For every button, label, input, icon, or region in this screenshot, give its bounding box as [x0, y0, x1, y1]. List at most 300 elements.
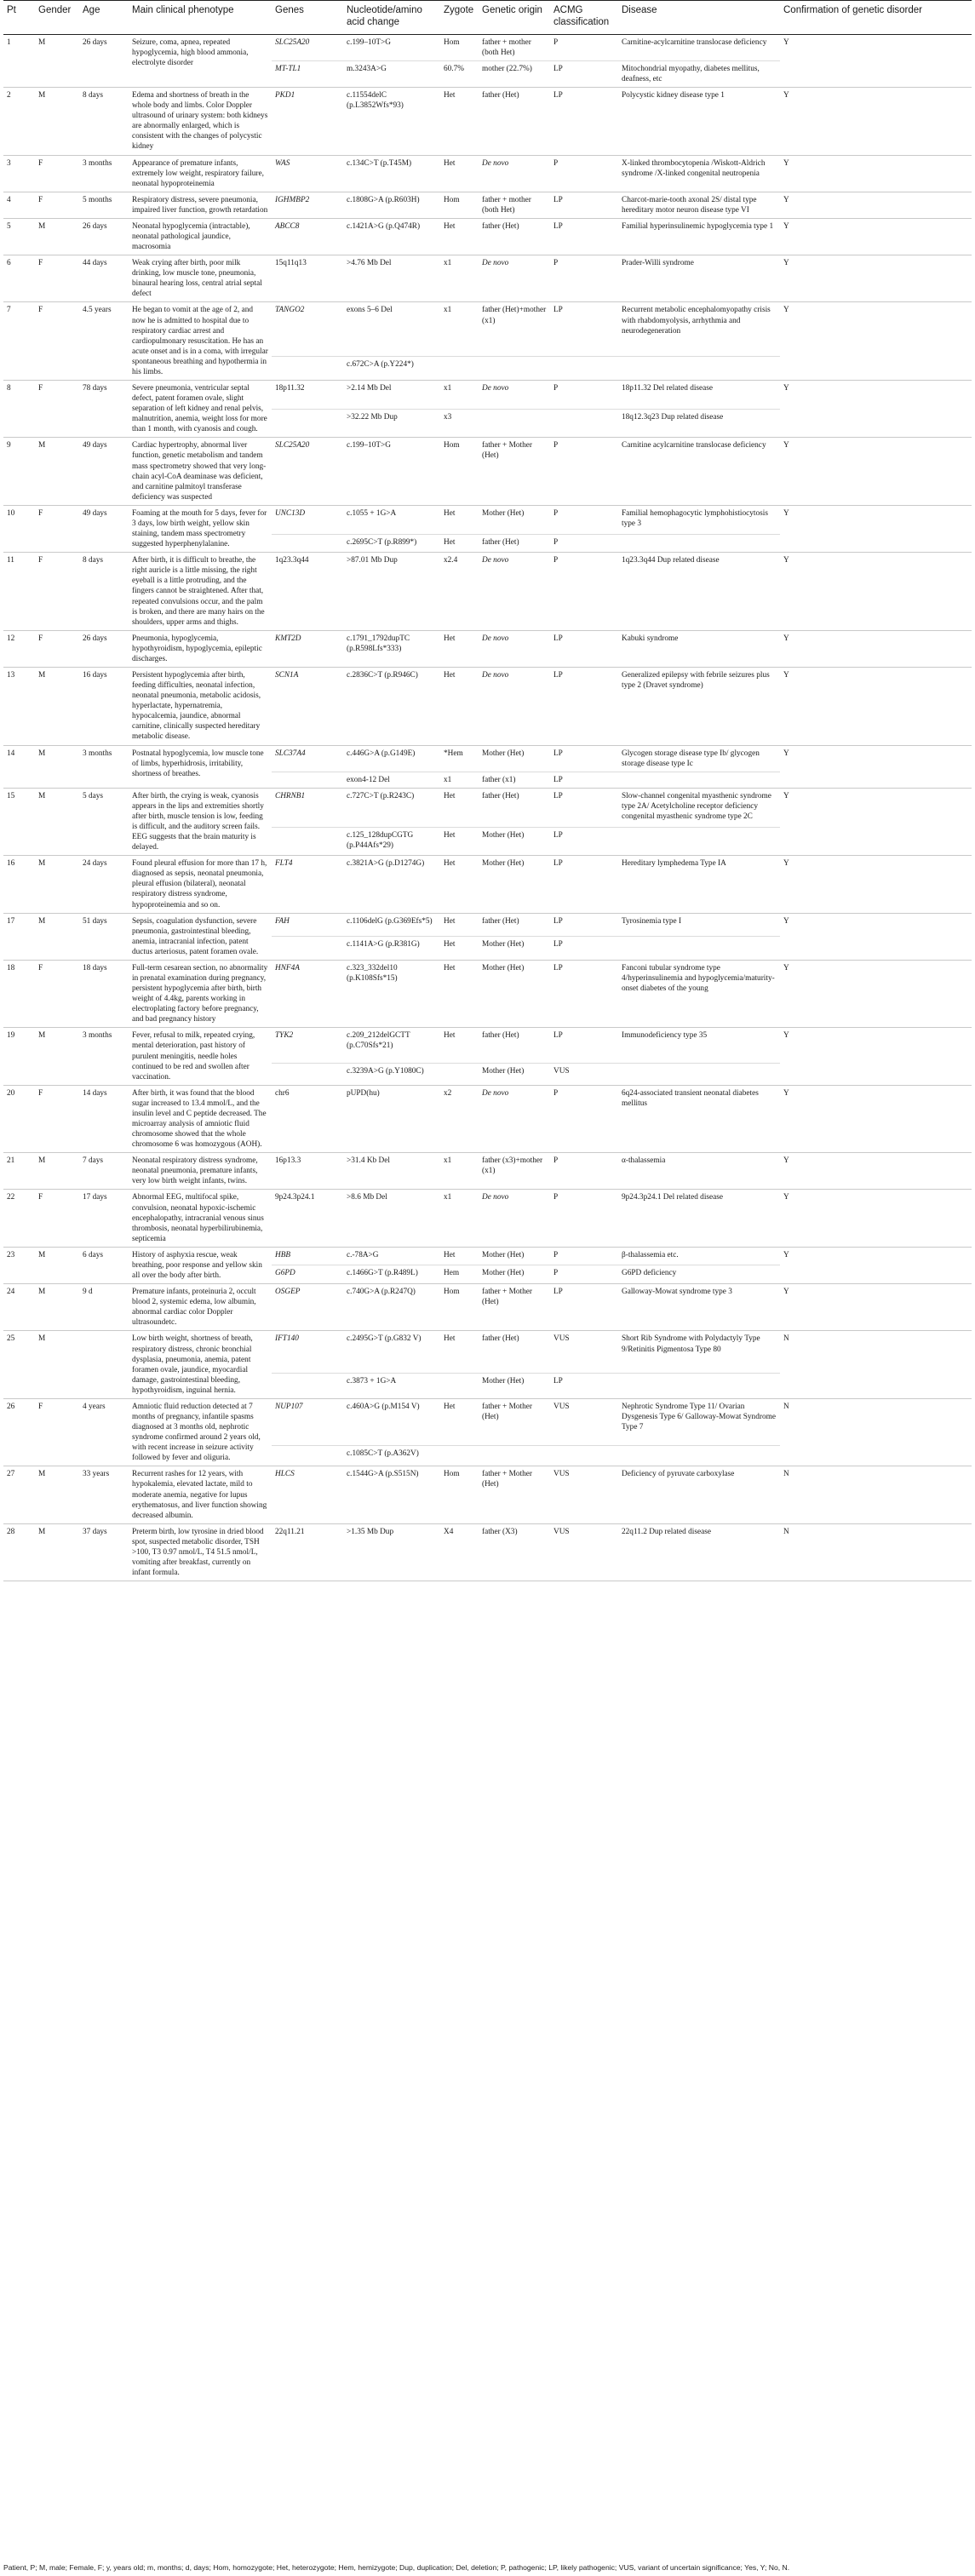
- cell-acmg: P: [550, 1085, 618, 1152]
- cell-phenotype: Found pleural effusion for more than 17 h, diagnosed as sepsis, neonatal pneumonia, pleural effusion (bilateral), neonatal respiratory distress syndrome, hypoproteinemia and so on.: [129, 856, 272, 913]
- cell-change: m.3243A>G: [343, 60, 440, 87]
- cell-origin: Mother (Het): [479, 827, 550, 855]
- cell-gender: M: [35, 1284, 79, 1331]
- cell-zygote: 60.7%: [440, 60, 479, 87]
- cell-acmg: P: [553, 37, 559, 47]
- cell-change: c.199–10T>G: [347, 37, 391, 47]
- cell-age: 37 days: [79, 1523, 129, 1581]
- cell-change: c.740G>A (p.R247Q): [343, 1284, 440, 1331]
- cell-gene: OSGEP: [272, 1284, 343, 1331]
- header-confirm: Confirmation of genetic disorder: [780, 1, 972, 35]
- cell-gene: TANGO2: [275, 306, 305, 315]
- cell-acmg: P: [550, 1153, 618, 1190]
- cell-phenotype: Neonatal hypoglycemia (intractable), neonatal pathological jaundice, macrosomia: [129, 218, 272, 255]
- cell-disease: [618, 1064, 780, 1086]
- cell-change: pUPD(hu): [343, 1085, 440, 1152]
- cell-change: c.209_212delGCTT (p.C70Sfs*21): [347, 1031, 410, 1051]
- cell-gene: CHRNB1: [275, 791, 306, 800]
- cell-confirm: Y: [780, 1153, 972, 1190]
- cell-phenotype: Respiratory distress, severe pneumonia, impaired liver function, growth retardation: [129, 192, 272, 218]
- table-row: [3, 630, 972, 667]
- cell-change: >2.14 Mb Del: [347, 384, 392, 393]
- cell-pt: 5: [3, 218, 35, 255]
- cell-gene: 15q11q13: [272, 255, 343, 302]
- cell-acmg: P: [553, 508, 559, 518]
- cell-acmg: LP: [550, 192, 618, 218]
- cell-disease: 18q12.3q23 Dup related disease: [618, 409, 780, 438]
- cell-pt: 28: [3, 1523, 35, 1581]
- table-row: [3, 34, 972, 60]
- cell-zygote: Het: [444, 1402, 456, 1411]
- cell-gene: [272, 772, 343, 788]
- header-acmg: ACMG classification: [550, 1, 618, 35]
- cell-age: 5 days: [79, 788, 129, 855]
- cell-gender: F: [35, 302, 79, 381]
- cell-pt: 14: [3, 745, 35, 788]
- cell-phenotype: Persistent hypoglycemia after birth, feeding difficulties, neonatal infection, neonatal pneumonia, metabolic acidosis, hyperlactate, hypernatremia, hypocalcemia, jaundice, abnormal carnitine, clinically suspected hereditary metabolic disease.: [129, 667, 272, 745]
- cell-acmg: P: [550, 1265, 618, 1284]
- cell-origin: [479, 409, 550, 438]
- cell-age: 44 days: [79, 255, 129, 302]
- cell-confirm: Y: [780, 302, 972, 381]
- cell-acmg: LP: [550, 772, 618, 788]
- cell-origin: father + mother (both Het): [479, 192, 550, 218]
- cell-disease: Mitochondrial myopathy, diabetes mellitus, deafness, etc: [618, 60, 780, 87]
- cell-disease: Carnitine-acylcarnitine translocase deficiency: [622, 37, 767, 47]
- cell-disease: β-thalassemia etc.: [622, 1250, 679, 1259]
- cell-disease: [618, 937, 780, 961]
- cell-zygote: Het: [440, 88, 479, 155]
- cell-confirm: N: [780, 1331, 972, 1398]
- header-zygote: Zygote: [440, 1, 479, 35]
- table-row: [3, 788, 972, 827]
- cell-confirm: Y: [780, 856, 972, 913]
- cell-pt: 2: [3, 88, 35, 155]
- cell-acmg: P: [553, 384, 559, 393]
- cell-pt: 12: [3, 630, 35, 667]
- cell-zygote: Hom: [440, 1466, 479, 1523]
- cell-disease: Polycystic kidney disease type 1: [618, 88, 780, 155]
- cell-acmg: P: [550, 535, 618, 553]
- cell-age: 7 days: [79, 1153, 129, 1190]
- cell-zygote: Hom: [444, 37, 460, 47]
- cell-zygote: Hom: [440, 1284, 479, 1331]
- cell-age: 16 days: [79, 667, 129, 745]
- cell-gene: [272, 1373, 343, 1398]
- cell-phenotype: Sepsis, coagulation dysfunction, severe pneumonia, gastrointestinal bleeding, anemia, intracranial infection, patent ductus arteriosus, patent foramen ovale.: [129, 913, 272, 960]
- cell-acmg: LP: [550, 960, 618, 1027]
- cell-pt: 15: [3, 788, 35, 855]
- cell-disease: [618, 1373, 780, 1398]
- cell-origin: father + Mother (Het): [482, 1402, 532, 1421]
- table-row: [3, 1523, 972, 1581]
- cell-confirm: Y: [780, 1190, 972, 1247]
- cell-pt: 27: [3, 1466, 35, 1523]
- cell-disease: 1q23.3q44 Dup related disease: [618, 553, 780, 631]
- table-row: [3, 1153, 972, 1190]
- cell-acmg: LP: [550, 218, 618, 255]
- cell-gender: M: [35, 745, 79, 788]
- cell-change: c.1544G>A (p.S515N): [343, 1466, 440, 1523]
- cell-phenotype: Abnormal EEG, multifocal spike, convulsion, neonatal hypoxic-ischemic encephalopathy, intracranial venous sinus thrombosis, neonatal hyperbilirubinemia, septicemia: [129, 1190, 272, 1247]
- cell-gender: F: [35, 1398, 79, 1466]
- cell-disease: X-linked thrombocytopenia /Wiskott-Aldrich syndrome /X-linked congenital neutropenia: [618, 155, 780, 192]
- table-row: [3, 667, 972, 745]
- cell-pt: 17: [3, 913, 35, 960]
- cell-zygote: Het: [444, 508, 456, 518]
- cell-disease: Familial hemophagocytic lymphohistiocytosis type 3: [622, 508, 768, 528]
- cell-gender: M: [35, 913, 79, 960]
- cell-gene: SLC37A4: [275, 749, 306, 758]
- cell-age: 26 days: [79, 218, 129, 255]
- cell-acmg: LP: [550, 1373, 618, 1398]
- cell-change: c.446G>A (p.G149E): [347, 749, 416, 758]
- cell-zygote: X4: [440, 1523, 479, 1581]
- header-genes: Genes: [272, 1, 343, 35]
- cell-zygote: [440, 1064, 479, 1086]
- table-row: [3, 1284, 972, 1331]
- cell-change: >8.6 Mb Del: [343, 1190, 440, 1247]
- cell-confirm: N: [780, 1466, 972, 1523]
- cell-disease: 9p24.3p24.1 Del related disease: [618, 1190, 780, 1247]
- cell-confirm: Y: [780, 745, 972, 788]
- cell-disease: 18p11.32 Del related disease: [622, 384, 714, 393]
- cell-change: c.460A>G (p.M154 V): [347, 1402, 420, 1411]
- cell-change: c.2836C>T (p.R946C): [343, 667, 440, 745]
- cell-origin: Mother (Het): [479, 937, 550, 961]
- cell-confirm: Y: [780, 1085, 972, 1152]
- cell-acmg: P: [550, 1190, 618, 1247]
- cell-gene: KMT2D: [272, 630, 343, 667]
- cell-change: c.3239A>G (p.Y1080C): [343, 1064, 440, 1086]
- cell-origin: Mother (Het): [482, 508, 525, 518]
- table-row: [3, 1466, 972, 1523]
- cell-change: c.2495G>T (p.G832 V): [347, 1334, 422, 1344]
- cell-pt: 1: [3, 34, 35, 87]
- cell-zygote: [440, 356, 479, 380]
- cell-disease: [618, 772, 780, 788]
- cell-change: >87.01 Mb Dup: [343, 553, 440, 631]
- cell-age: 5 months: [79, 192, 129, 218]
- cell-gene: SLC25A20: [275, 37, 310, 47]
- cell-age: 8 days: [79, 88, 129, 155]
- cell-disease: Immunodeficiency type 35: [622, 1031, 708, 1041]
- cell-confirm: Y: [780, 630, 972, 667]
- cell-origin: Mother (Het): [479, 1265, 550, 1284]
- cell-gene: NUP107: [275, 1402, 303, 1411]
- cell-origin: [479, 1446, 550, 1466]
- cell-zygote: Het: [440, 937, 479, 961]
- cell-confirm: Y: [780, 34, 972, 87]
- cell-confirm: Y: [780, 553, 972, 631]
- cell-change: c.1085C>T (p.A362V): [343, 1446, 440, 1466]
- cell-origin: Mother (Het): [479, 856, 550, 913]
- cell-age: 14 days: [79, 1085, 129, 1152]
- cell-age: 17 days: [79, 1190, 129, 1247]
- cell-gender: M: [35, 1153, 79, 1190]
- table-row: [3, 1398, 972, 1445]
- cell-confirm: Y: [780, 788, 972, 855]
- cell-gender: F: [35, 192, 79, 218]
- cell-gene: WAS: [272, 155, 343, 192]
- cell-acmg: LP: [553, 1031, 563, 1041]
- cell-zygote: Het: [444, 791, 456, 800]
- cell-zygote: x1: [440, 255, 479, 302]
- table-row: [3, 505, 972, 534]
- cell-change: c.1421A>G (p.Q474R): [343, 218, 440, 255]
- cell-zygote: *Hem: [444, 749, 463, 758]
- cell-confirm: Y: [780, 192, 972, 218]
- cell-confirm: Y: [780, 960, 972, 1027]
- table-row: [3, 438, 972, 505]
- cell-zygote: x2.4: [440, 553, 479, 631]
- cell-phenotype: Appearance of premature infants, extremely low weight, respiratory failure, neonatal hypoproteinemia: [129, 155, 272, 192]
- cell-acmg: [550, 1446, 618, 1466]
- cell-pt: 20: [3, 1085, 35, 1152]
- cell-gender: F: [35, 255, 79, 302]
- cell-disease: Carnitine acylcarnitine translocase deficiency: [618, 438, 780, 505]
- cell-zygote: Het: [444, 1250, 456, 1259]
- cell-origin: Mother (Het): [482, 749, 525, 758]
- cell-age: 24 days: [79, 856, 129, 913]
- cell-pt: 16: [3, 856, 35, 913]
- cell-confirm: Y: [780, 505, 972, 552]
- cell-zygote: Het: [440, 218, 479, 255]
- cell-gender: M: [35, 34, 79, 87]
- cell-gender: M: [35, 218, 79, 255]
- header-pt: Pt: [3, 1, 35, 35]
- cell-gene: UNC13D: [275, 508, 306, 518]
- cell-disease: Fanconi tubular syndrome type 4/hyperinsulinemia and hypoglycemia/maturity-onset diabetes of the young: [618, 960, 780, 1027]
- cell-change: >1.35 Mb Dup: [343, 1523, 440, 1581]
- cell-gene: 9p24.3p24.1: [272, 1190, 343, 1247]
- cell-gene: SCN1A: [272, 667, 343, 745]
- cell-pt: 6: [3, 255, 35, 302]
- cell-zygote: Het: [444, 916, 456, 926]
- header-phenotype: Main clinical phenotype: [129, 1, 272, 35]
- cell-pt: 8: [3, 381, 35, 438]
- cell-gender: M: [35, 1028, 79, 1085]
- cell-zygote: x1: [444, 384, 452, 393]
- cell-age: [79, 1331, 129, 1398]
- cell-gender: M: [35, 88, 79, 155]
- cell-gene: ABCC8: [272, 218, 343, 255]
- cell-origin: father (Het): [482, 791, 519, 800]
- cell-origin: father (Het): [479, 218, 550, 255]
- cell-disease: [618, 356, 780, 380]
- cell-change: c.1466G>T (p.R489L): [343, 1265, 440, 1284]
- cell-acmg: LP: [550, 88, 618, 155]
- cell-change: c.1791_1792dupTC (p.R598Lfs*333): [343, 630, 440, 667]
- cell-zygote: x1: [444, 306, 452, 315]
- cell-acmg: LP: [550, 827, 618, 855]
- cell-zygote: Het: [440, 960, 479, 1027]
- cell-origin: Mother (Het): [479, 1373, 550, 1398]
- cell-change: c.-78A>G: [347, 1250, 379, 1259]
- cell-phenotype: Cardiac hypertrophy, abnormal liver function, genetic metabolism and tandem mass spectrometry showed that very long-chain acyl-CoA deaminase was deficient, and carnitine palmitoyl transferase deficiency was suspected: [129, 438, 272, 505]
- cell-disease: Prader-Willi syndrome: [618, 255, 780, 302]
- cell-origin: father (Het): [479, 535, 550, 553]
- cell-gene: HNF4A: [272, 960, 343, 1027]
- cell-disease: Tyrosinemia type I: [622, 916, 682, 926]
- cell-phenotype: Premature infants, proteinuria 2, occult blood 2, systemic edema, low albumin, abnormal cardiac color Doppler ultrasoundetc.: [129, 1284, 272, 1331]
- cell-change: exon4-12 Del: [343, 772, 440, 788]
- cell-zygote: x1: [440, 772, 479, 788]
- cell-phenotype: Low birth weight, shortness of breath, respiratory distress, chronic bronchial dysplasia, pneumonia, anemia, patent foramen ovale, jaundice, myocardial damage, gastrointestinal bleeding, hypothyroidism, inguinal hernia.: [129, 1331, 272, 1398]
- cell-age: 49 days: [79, 505, 129, 552]
- table-row: [3, 302, 972, 357]
- cell-disease: Charcot-marie-tooth axonal 2S/ distal type hereditary motor neuron disease type VI: [618, 192, 780, 218]
- cell-phenotype: After birth, it is difficult to breathe, the right auricle is a little missing, the right eyeball is a little protruding, and the fingers cannot be straightened. After that, repeated convulsions occur, and the palm is broken, and there are many hairs on the shoulders, upper arms and thighs.: [129, 553, 272, 631]
- cell-disease: [618, 535, 780, 553]
- cell-phenotype: Full-term cesarean section, no abnormality in prenatal examination during pregnancy, persistent hypoglycemia after birth, birth weight of 4.4kg, parents working in electroplating factory before pregnancy, and bad pregnancy history: [129, 960, 272, 1027]
- table-row: [3, 1085, 972, 1152]
- cell-disease: Kabuki syndrome: [618, 630, 780, 667]
- cell-gender: F: [35, 505, 79, 552]
- cell-confirm: Y: [780, 438, 972, 505]
- cell-acmg: P: [550, 155, 618, 192]
- cell-disease: Slow-channel congenital myasthenic syndrome type 2A/ Acetylcholine receptor deficiency congenital myasthenic syndrome type 2C: [622, 791, 771, 821]
- cell-disease: Generalized epilepsy with febrile seizures plus type 2 (Dravet syndrome): [618, 667, 780, 745]
- cell-gene: MT-TL1: [272, 60, 343, 87]
- header-disease: Disease: [618, 1, 780, 35]
- cell-age: 9 d: [79, 1284, 129, 1331]
- cell-acmg: [550, 356, 618, 380]
- cell-confirm: Y: [780, 1284, 972, 1331]
- cell-disease: Familial hyperinsulinemic hypoglycemia type 1: [618, 218, 780, 255]
- cell-gene: TYK2: [275, 1031, 294, 1041]
- cell-zygote: Het: [440, 667, 479, 745]
- cell-origin: De novo: [482, 384, 509, 393]
- header-change: Nucleotide/amino acid change: [343, 1, 440, 35]
- table-row: [3, 381, 972, 410]
- cell-acmg: LP: [550, 1284, 618, 1331]
- cell-gene: 22q11.21: [272, 1523, 343, 1581]
- cell-pt: 23: [3, 1247, 35, 1283]
- cell-gene: 1q23.3q44: [272, 553, 343, 631]
- cell-gene: [272, 535, 343, 553]
- cell-disease: G6PD deficiency: [618, 1265, 780, 1284]
- cell-pt: 4: [3, 192, 35, 218]
- cell-confirm: Y: [780, 913, 972, 960]
- cell-zygote: Het: [440, 535, 479, 553]
- cell-confirm: N: [780, 1523, 972, 1581]
- cell-phenotype: Amniotic fluid reduction detected at 7 months of pregnancy, infantile spasms diagnosed at 3 months old, nephrotic syndrome confirmed around 2 years old, with recent increase in seizure activity followed by fever and oliguria.: [129, 1398, 272, 1466]
- cell-phenotype: Preterm birth, low tyrosine in dried blood spot, suspected metabolic disorder, TSH >100, T3 0.97 nmol/L, T4 51.5 nmol/L, vomiting after breakfast, currently on infant formula.: [129, 1523, 272, 1581]
- cell-zygote: Het: [444, 1031, 456, 1041]
- cell-acmg: VUS: [553, 1334, 570, 1344]
- cell-age: 3 months: [79, 1028, 129, 1085]
- cell-confirm: N: [780, 1398, 972, 1466]
- cell-age: 4.5 years: [79, 302, 129, 381]
- cell-origin: father (Het): [482, 1031, 519, 1041]
- cell-change: c.3873 + 1G>A: [343, 1373, 440, 1398]
- cell-zygote: Hom: [440, 438, 479, 505]
- cell-age: 49 days: [79, 438, 129, 505]
- cell-origin: Mother (Het): [482, 1250, 525, 1259]
- table-row: [3, 1028, 972, 1064]
- cell-disease: 22q11.2 Dup related disease: [618, 1523, 780, 1581]
- cell-gene: IFT140: [275, 1334, 299, 1344]
- cell-zygote: x1: [440, 1153, 479, 1190]
- cell-acmg: P: [550, 553, 618, 631]
- cell-phenotype: Postnatal hypoglycemia, low muscle tone of limbs, hyperhidrosis, irritability, shortness of breathes.: [129, 745, 272, 788]
- genetic-findings-table: [3, 0, 972, 1581]
- cell-phenotype: Seizure, coma, apnea, repeated hypoglycemia, high blood ammonia, electrolyte disorder: [129, 34, 272, 87]
- cell-zygote: Het: [444, 1334, 456, 1344]
- cell-zygote: Hem: [440, 1265, 479, 1284]
- cell-zygote: Hom: [440, 192, 479, 218]
- table-row: [3, 88, 972, 155]
- cell-gender: M: [35, 1331, 79, 1398]
- cell-change: c.3821A>G (p.D1274G): [343, 856, 440, 913]
- table-row: [3, 745, 972, 772]
- cell-acmg: VUS: [550, 1064, 618, 1086]
- cell-change: c.1106delG (p.G369Efs*5): [347, 916, 433, 926]
- cell-acmg: LP: [553, 791, 563, 800]
- table-row: [3, 1190, 972, 1247]
- cell-gender: M: [35, 438, 79, 505]
- cell-origin: father + Mother (Het): [479, 438, 550, 505]
- cell-disease: α-thalassemia: [618, 1153, 780, 1190]
- cell-gender: F: [35, 553, 79, 631]
- cell-origin: De novo: [479, 667, 550, 745]
- cell-change: >31.4 Kb Del: [343, 1153, 440, 1190]
- cell-acmg: LP: [550, 856, 618, 913]
- table-header-row: [3, 1, 972, 35]
- cell-phenotype: Foaming at the mouth for 5 days, fever for 3 days, low birth weight, yellow skin staining, tandem mass spectrometry suggested hyperphenylalanine.: [129, 505, 272, 552]
- cell-origin: De novo: [479, 553, 550, 631]
- cell-gene: [272, 937, 343, 961]
- cell-pt: 24: [3, 1284, 35, 1331]
- cell-disease: Galloway-Mowat syndrome type 3: [618, 1284, 780, 1331]
- cell-origin: De novo: [479, 255, 550, 302]
- cell-change: c.1141A>G (p.R381G): [343, 937, 440, 961]
- cell-origin: Mother (Het): [479, 1064, 550, 1086]
- cell-phenotype: Pneumonia, hypoglycemia, hypothyroidism, hypoglycemia, epileptic discharges.: [129, 630, 272, 667]
- cell-confirm: Y: [780, 1247, 972, 1283]
- cell-age: 3 months: [79, 155, 129, 192]
- cell-phenotype: Fever, refusal to milk, repeated crying, mental deterioration, past history of purulent meningitis, needle holes continued to be red and swollen after vaccination.: [129, 1028, 272, 1085]
- cell-phenotype: After birth, it was found that the blood sugar increased to 13.4 mmol/L, and the insulin level and C peptide decreased. The microarray analysis of amniotic fluid chromosome showed that the whole chromosome 6 was homozygous (AOH).: [129, 1085, 272, 1152]
- cell-pt: 19: [3, 1028, 35, 1085]
- cell-pt: 18: [3, 960, 35, 1027]
- cell-age: 26 days: [79, 34, 129, 87]
- cell-phenotype: He began to vomit at the age of 2, and now he is admitted to hospital due to respiratory cardiac arrest and cardiopulmonary resuscitation. He has an acute onset and is in a coma, with irregular spontaneous breathing and hypothermia in his limbs.: [129, 302, 272, 381]
- cell-gene: FAH: [275, 916, 290, 926]
- cell-pt: 21: [3, 1153, 35, 1190]
- cell-phenotype: History of asphyxia rescue, weak breathing, poor response and yellow skin all over the body after birth.: [129, 1247, 272, 1283]
- cell-pt: 11: [3, 553, 35, 631]
- cell-gene: SLC25A20: [272, 438, 343, 505]
- cell-change: c.672C>A (p.Y224*): [343, 356, 440, 380]
- cell-origin: father (Het)+mother (x1): [482, 306, 547, 325]
- cell-origin: father (x3)+mother (x1): [479, 1153, 550, 1190]
- table-row: [3, 913, 972, 937]
- cell-gene: FLT4: [272, 856, 343, 913]
- cell-origin: De novo: [479, 155, 550, 192]
- cell-zygote: x1: [440, 1190, 479, 1247]
- cell-change: exons 5–6 Del: [347, 306, 393, 315]
- cell-age: 8 days: [79, 553, 129, 631]
- cell-zygote: Het: [440, 856, 479, 913]
- cell-gender: F: [35, 1190, 79, 1247]
- cell-confirm: Y: [780, 381, 972, 438]
- table-row: [3, 1247, 972, 1265]
- cell-origin: Mother (Het): [479, 960, 550, 1027]
- cell-zygote: [440, 1446, 479, 1466]
- cell-gender: F: [35, 960, 79, 1027]
